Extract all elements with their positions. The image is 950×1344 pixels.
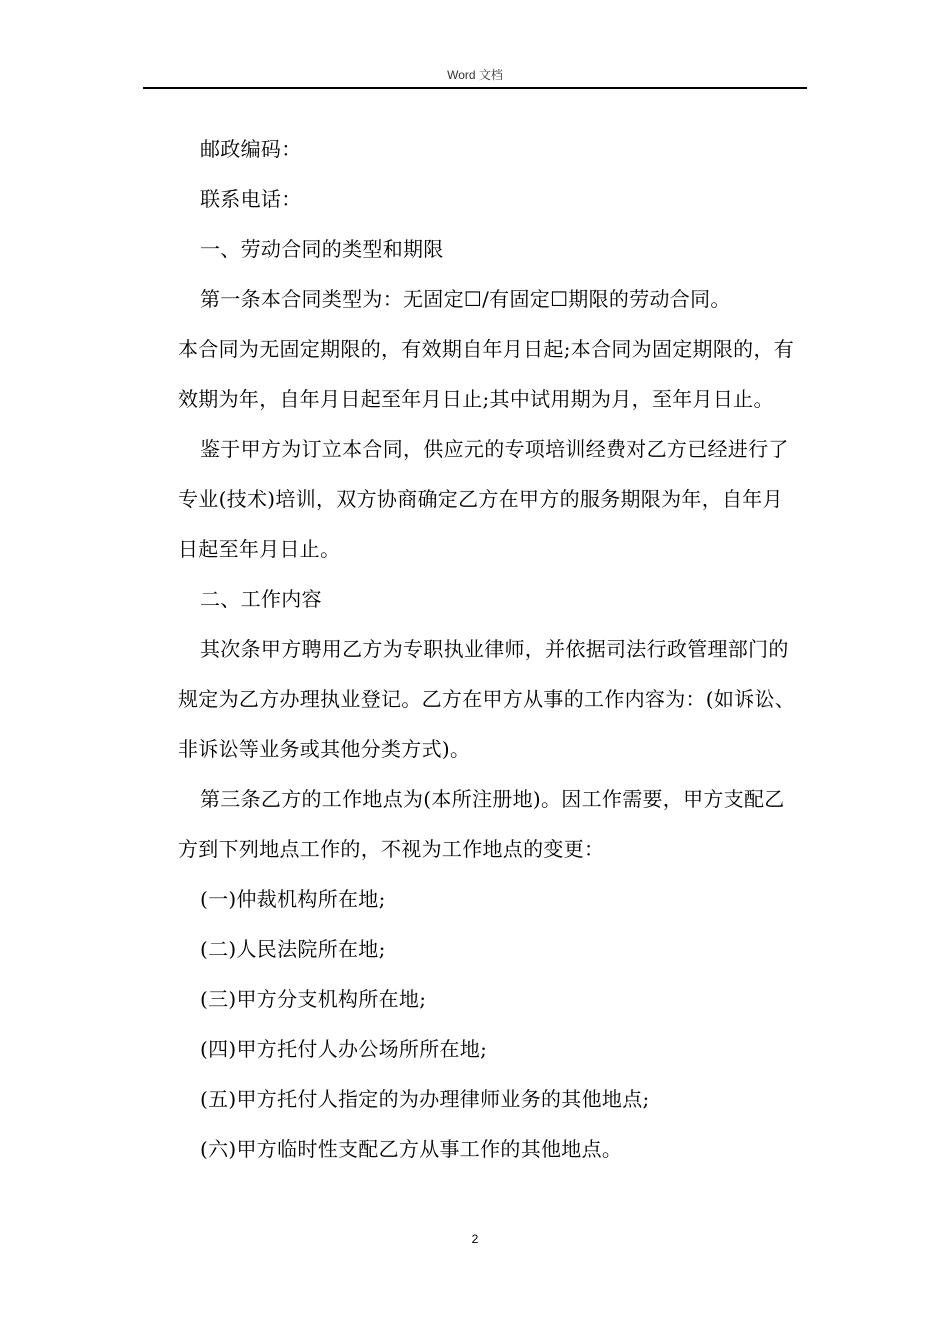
- paragraph-article-2: 其次条甲方聘用乙方为专职执业律师，并依据司法行政管理部门的规定为乙方办理执业登记。乙方在甲方从事的工作内容为：(如诉讼、非诉讼等业务或其他分类方式)。: [178, 637, 796, 761]
- document-body: [178, 124, 800, 1174]
- paragraph-postal-code: 邮政编码：: [200, 137, 302, 161]
- paragraph-phone: 联系电话：: [200, 187, 302, 211]
- paragraph-training-service: 鉴于甲方为订立本合同，供应元的专项培训经费对乙方已经进行了专业(技术)培训，双方协商确定乙方在甲方的服务期限为年，自年月日起至年月日止。: [178, 437, 789, 561]
- list-item-location-2: (二)人民法院所在地;: [200, 937, 386, 961]
- document-header-title: Word 文档: [447, 68, 503, 82]
- paragraph-article-3: 第三条乙方的工作地点为(本所注册地)。因工作需要，甲方支配乙方到下列地点工作的，不视为工作地点的变更：: [178, 787, 785, 861]
- list-item-location-6: (六)甲方临时性支配乙方从事工作的其他地点。: [200, 1137, 623, 1161]
- paragraph-contract-term: 本合同为无固定期限的，有效期自年月日起;本合同为固定期限的，有效期为年，自年月日起至年月日止;其中试用期为月，至年月日止。: [178, 337, 795, 411]
- list-item-location-4: (四)甲方托付人办公场所所在地;: [200, 1037, 488, 1061]
- page-number: 2: [471, 1232, 479, 1246]
- paragraph-article-1: 第一条本合同类型为：无固定☐/有固定☐期限的劳动合同。: [200, 287, 731, 311]
- list-item-location-5: (五)甲方托付人指定的为办理律师业务的其他地点;: [200, 1087, 650, 1111]
- header-divider: [143, 87, 807, 89]
- section-heading-work-content: 二、工作内容: [200, 587, 322, 611]
- section-heading-contract-type: 一、劳动合同的类型和期限: [200, 237, 444, 261]
- list-item-location-3: (三)甲方分支机构所在地;: [200, 987, 427, 1011]
- list-item-location-1: (一)仲裁机构所在地;: [200, 887, 386, 911]
